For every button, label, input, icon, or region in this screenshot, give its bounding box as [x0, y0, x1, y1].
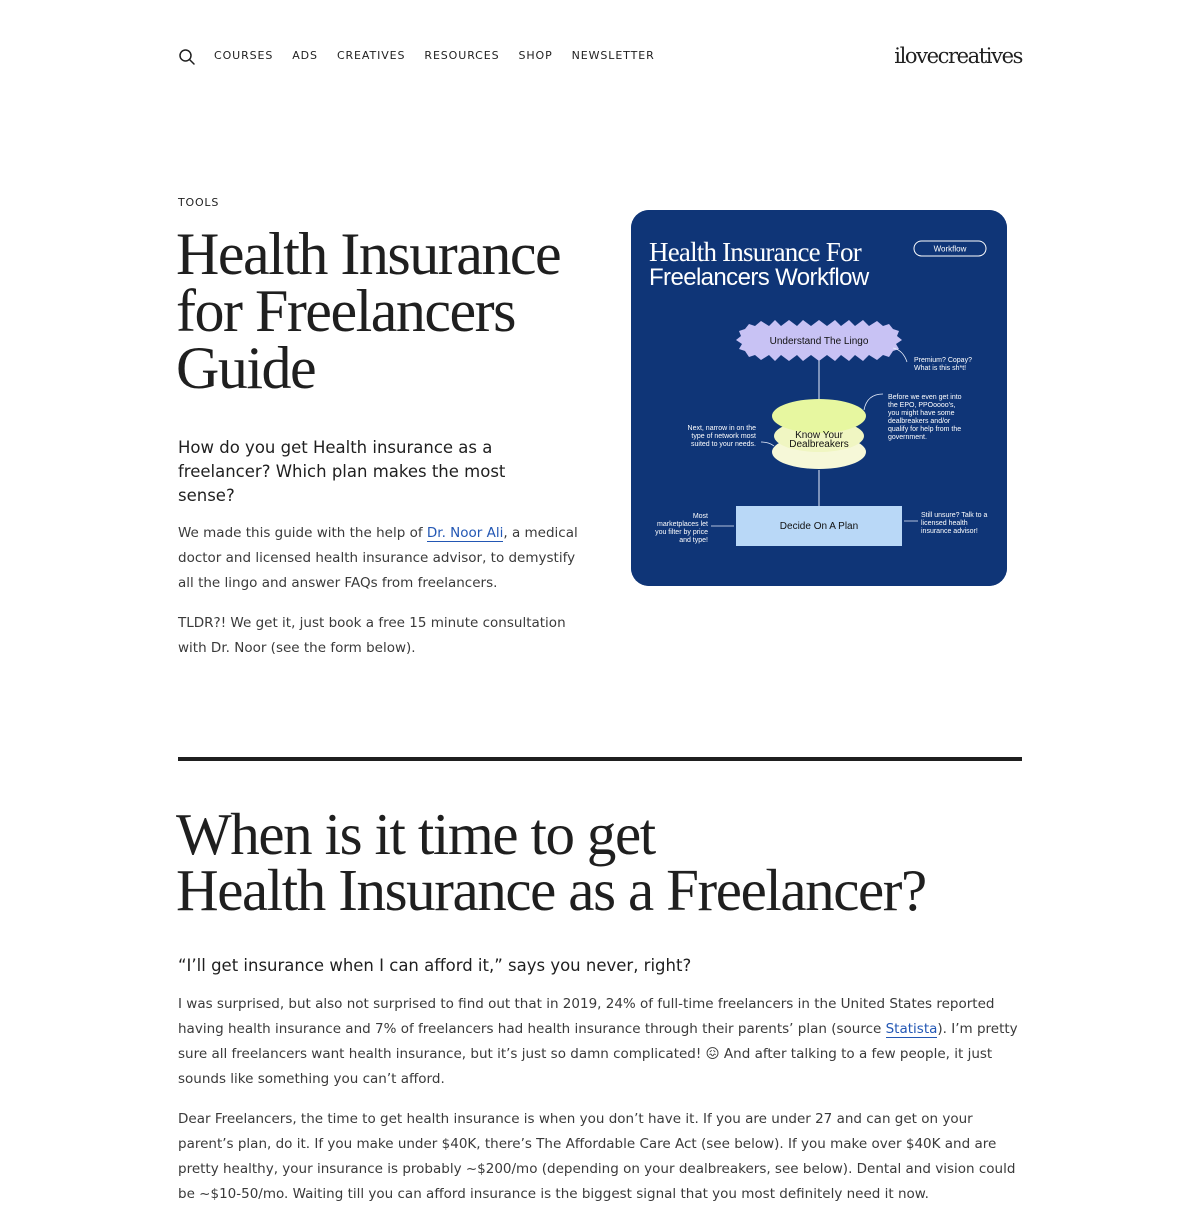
site-logo[interactable]: ilovecreatives [894, 44, 1022, 68]
section-paragraph-2: Dear Freelancers, the time to get health insurance is when you don’t have it. If you are under 27 and can get on your parent’s plan, do it. If you make under $40K, there’s The Affordable Care Act (see below). If you make over $40K and are pretty healthy, your insurance is probably ~$200/mo (depending on your dealbreakers, see below). Dental and vision could be ~$10-50/mo. Waiting till you can afford insurance is the biggest signal that you most definitely need it now. [178, 1111, 1016, 1202]
workflow-title-line-2: Freelancers Workflow [649, 264, 869, 291]
step2-note-left-line: type of network most [691, 433, 756, 440]
step3-note-right-line: insurance advisor! [921, 528, 978, 535]
search-icon[interactable] [178, 48, 196, 66]
nav-item-newsletter[interactable]: NEWSLETTER [571, 49, 655, 62]
p1-text-before: I was surprised, but also not surprised to find out that in 2019, 24% of full-time freelancers in the United States reported having health insurance and 7% of freelancers had health insurance through their parents’ plan (source [178, 996, 995, 1037]
step2-note-right-line: the EPO, PPOoooo's, [888, 402, 956, 409]
workflow-badge-label: Workflow [933, 244, 967, 254]
top-nav [178, 44, 1022, 70]
step3-note-left-line: marketplaces let [657, 521, 708, 528]
step2-note-right-line: you might have some [888, 410, 955, 417]
step2-note-right-line: government. [888, 434, 927, 441]
category-kicker[interactable]: TOOLS [178, 196, 220, 209]
step3-note-left-line: and type! [679, 537, 708, 544]
step3-note-right-line: Still unsure? Talk to a [921, 512, 988, 519]
nav-links [214, 49, 655, 62]
nav-item-creatives[interactable]: CREATIVES [336, 49, 406, 62]
p1-text-after: ). I’m pretty sure all freelancers want health insurance, but it’s just so damn complicated! 😖 And after talking to a few people, it just sounds like something you can’t afford. [178, 1021, 1018, 1087]
page-subtitle: How do you get Health insurance as a freelancer? Which plan makes the most sense? [178, 438, 506, 505]
step2-note-right-line: qualify for help from the [888, 426, 962, 433]
step2-note-left-line: suited to your needs. [691, 441, 756, 448]
workflow-diagram [631, 210, 1007, 586]
nav-item-shop[interactable]: SHOP [518, 49, 553, 62]
page-title-line-1: Health Insurance [176, 221, 561, 287]
page-title [176, 221, 596, 401]
workflow-title-line-1: Health Insurance For [649, 237, 861, 267]
section-title-line-2: Health Insurance as a Freelancer? [176, 857, 926, 923]
stack-layer-top [772, 399, 866, 433]
nav-item-courses[interactable]: COURSES [214, 49, 274, 62]
dr-noor-ali-link[interactable]: Dr. Noor Ali [426, 525, 504, 541]
page-title-line-3: Guide [176, 335, 316, 401]
step2-note-left-line: Next, narrow in on the [687, 425, 756, 432]
step1-note-line-2: What is this sh*t! [914, 365, 967, 372]
statista-link[interactable]: Statista [885, 1021, 938, 1037]
step2-note-left [688, 425, 757, 448]
step1-note-line-1: Premium? Copay? [914, 357, 972, 364]
step-decide-plan: Decide On A Plan [779, 521, 859, 532]
step-dealbreakers-line-2: Dealbreakers [789, 439, 849, 450]
step2-note-right-line: Before we even get into [888, 394, 962, 401]
section-paragraph-1 [178, 992, 1026, 1092]
nav-item-resources[interactable]: RESOURCES [424, 49, 500, 62]
section-quote: “I’ll get insurance when I can afford it,” says you never, right? [178, 956, 692, 975]
section-title-line-1: When is it time to get [176, 801, 655, 867]
step3-note-left-line: you filter by price [655, 529, 708, 536]
step-dealbreakers-line-1: Know Your [795, 430, 843, 441]
step2-note-right-line: dealbreakers and/or [888, 418, 951, 425]
section-title [176, 801, 1036, 923]
intro-paragraph [178, 521, 588, 596]
step3-note-left-line: Most [692, 513, 708, 520]
step-understand-lingo: Understand The Lingo [769, 336, 869, 347]
workflow-infographic [631, 210, 1007, 586]
step3-note-right-line: licensed health [921, 520, 968, 527]
page-title-line-2: for Freelancers [176, 278, 515, 344]
intro-text-after: , a medical doctor and licensed health insurance advisor, to demystify all the lingo and answer FAQs from freelancers. [178, 525, 578, 591]
intro-text-before: We made this guide with the help of [178, 525, 427, 541]
nav-item-ads[interactable]: ADS [292, 49, 318, 62]
tldr-paragraph: TLDR?! We get it, just book a free 15 minute consultation with Dr. Noor (see the form below). [178, 615, 566, 656]
section-divider [178, 757, 1022, 761]
